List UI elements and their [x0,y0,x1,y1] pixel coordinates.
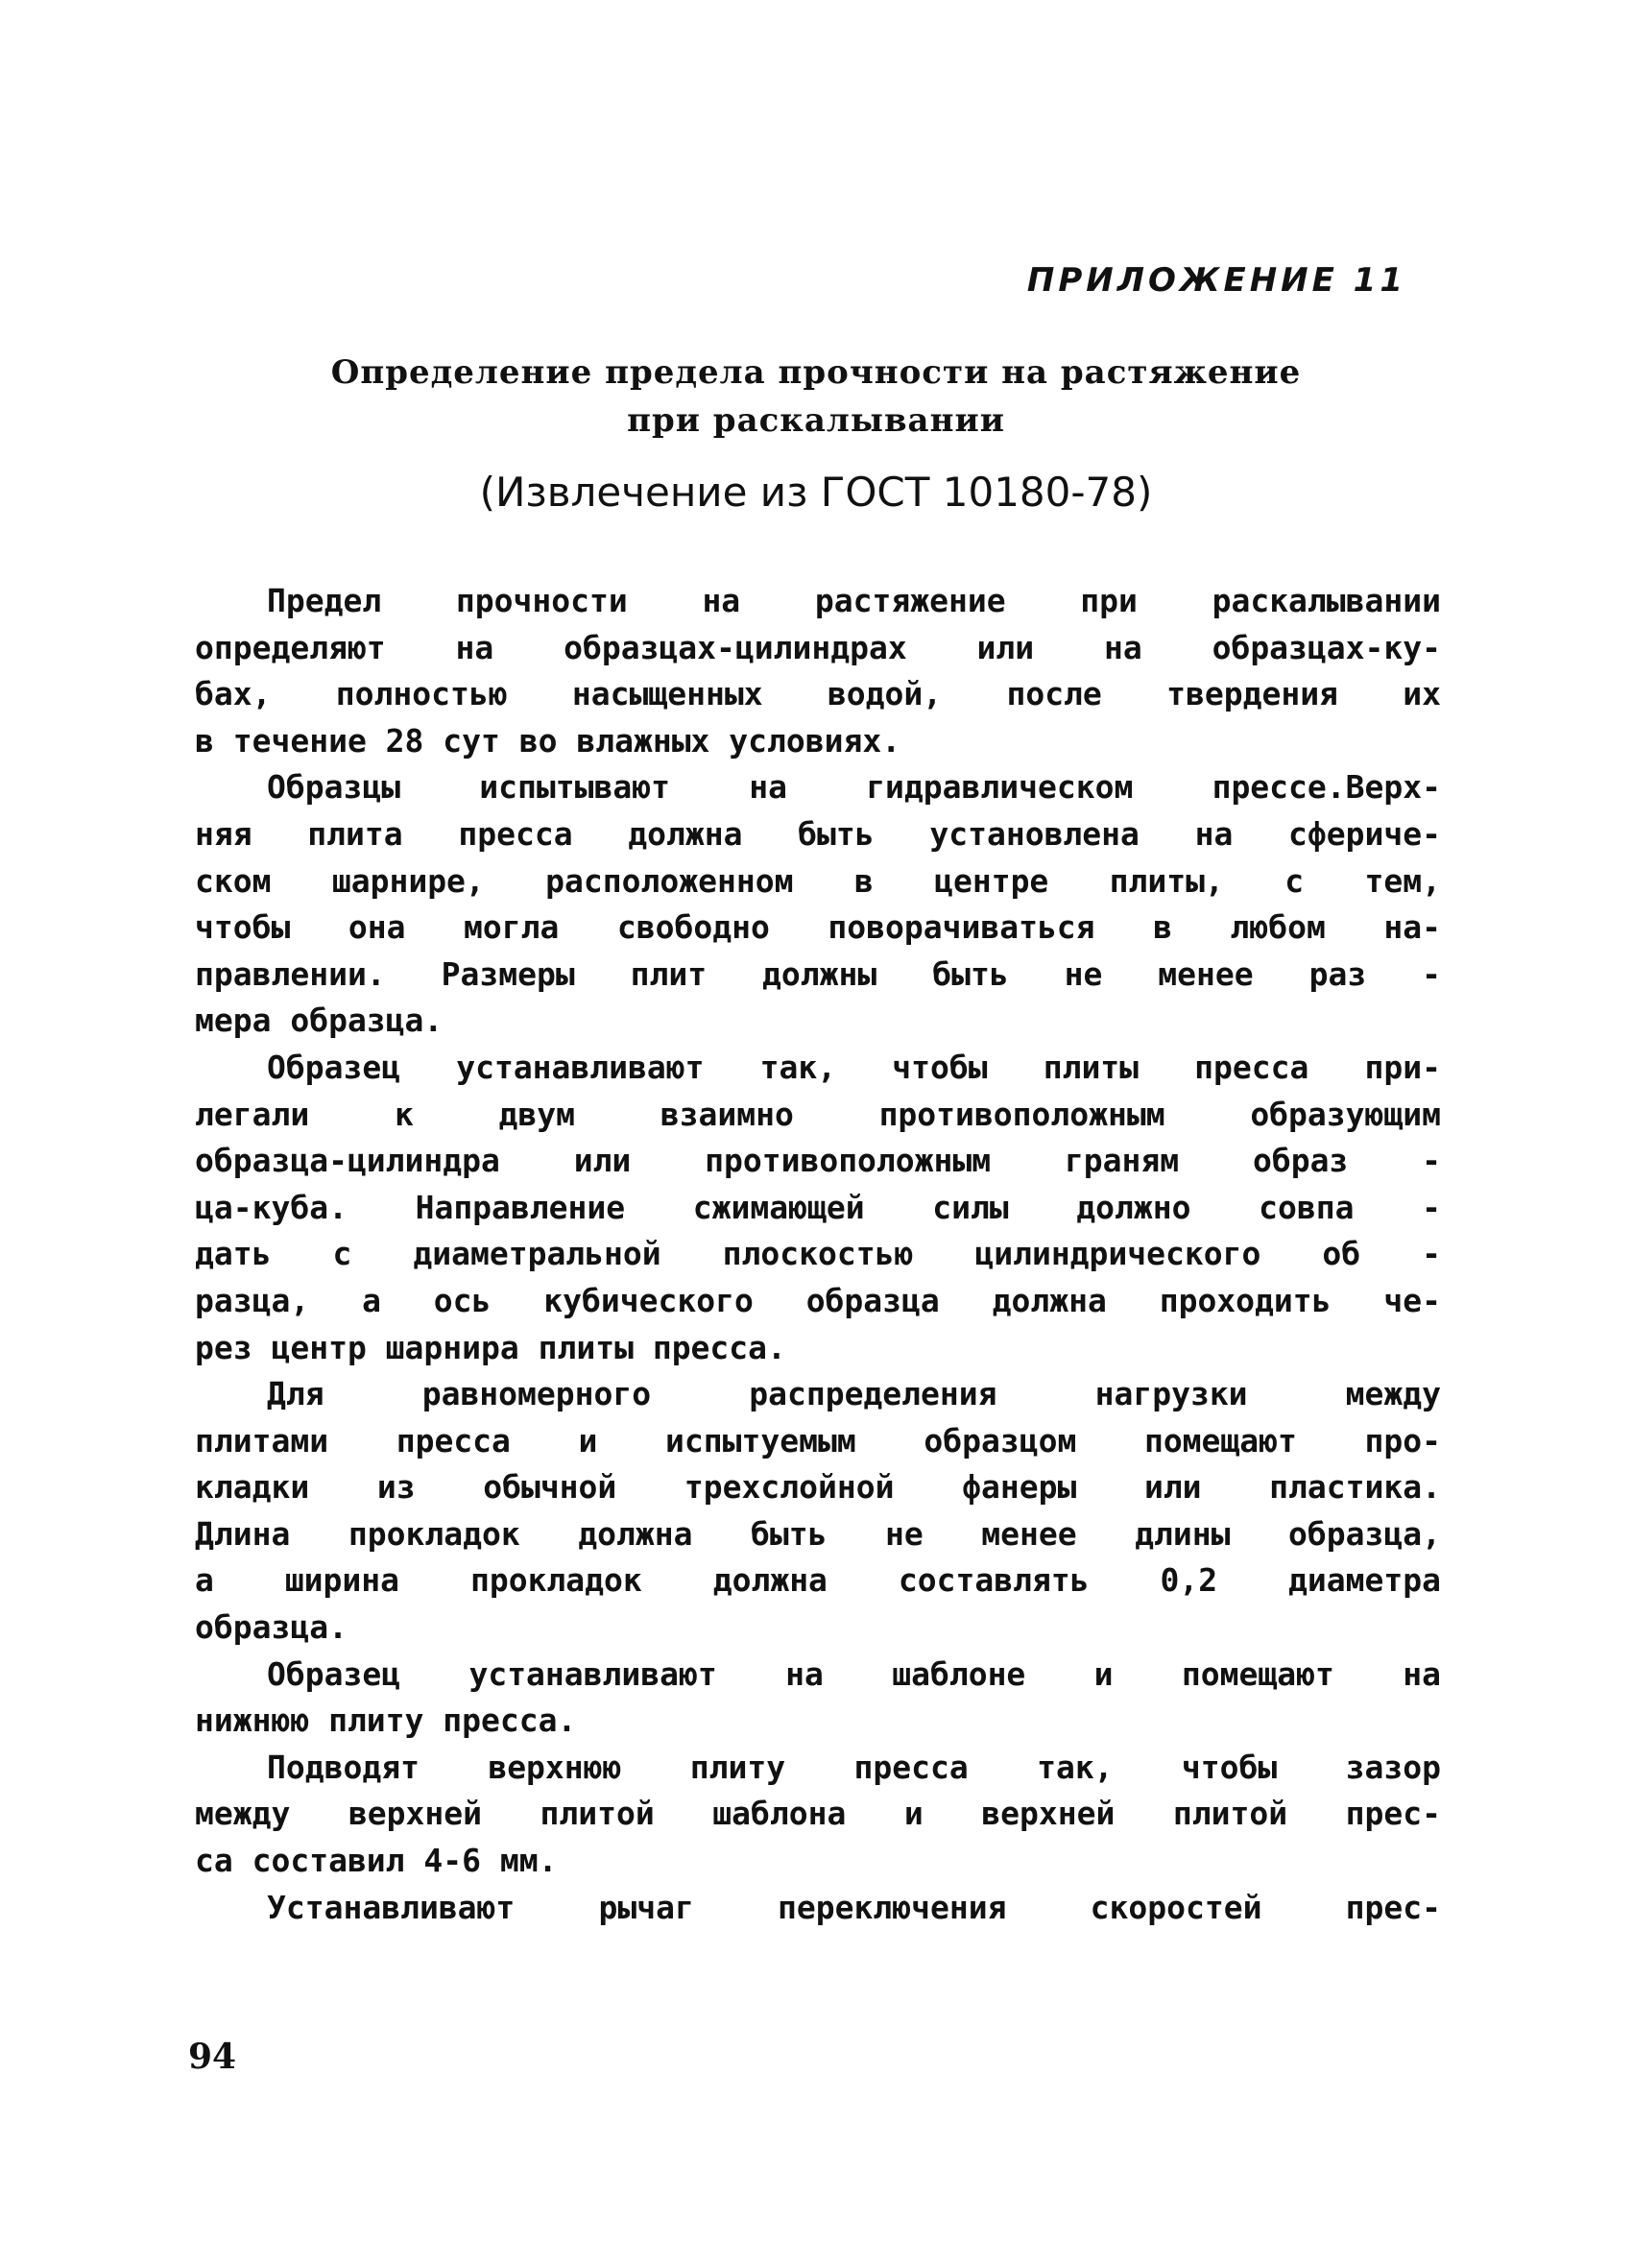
text-line: Устанавливают рычаг переключения скоростей прес- [267,1888,1441,1926]
text-line: бах, полностью насыщенных водой, после твердения их [195,675,1441,713]
text-line: правлении. Размеры плит должны быть не менее раз - [195,954,1441,993]
text-line: а ширина прокладок должна составлять 0,2 диаметра [195,1561,1441,1600]
text-line: кладки из обычной трехслойной фанеры или пластика. [195,1468,1441,1507]
text-line: Образцы испытывают на гидравлическом прессе.Верх- [267,768,1441,807]
text-line: Подводят верхнюю плиту пресса так, чтобы зазор [267,1748,1441,1786]
text-line: чтобы она могла свободно поворачиваться в любом на- [195,908,1441,947]
appendix-label: ПРИЛОЖЕНИЕ 11 [1026,261,1406,300]
text-line: образца-цилиндра или противоположным граням образ - [195,1142,1441,1180]
page-number: 94 [188,2037,237,2077]
text-line: определяют на образцах-цилиндрах или на образцах-ку- [195,628,1441,666]
source-reference: (Извлечение из ГОСТ 10180-78) [479,469,1153,516]
text-line: са составил 4-6 мм. [195,1842,558,1880]
text-line: ском шарнире, расположенном в центре плиты, с тем, [195,861,1441,900]
text-line: Образец устанавливают так, чтобы плиты пресса при- [267,1048,1441,1086]
text-line: ца-куба. Направление сжимающей силы должно совпа - [195,1188,1441,1226]
section-title-line-1: Определение предела прочности на растяжение [330,353,1302,392]
body-text [195,578,1441,1931]
text-line: мера образца. [195,1001,444,1040]
text-line: рез центр шарнира плиты пресса. [195,1328,786,1366]
text-line: в течение 28 сут во влажных условиях. [195,721,901,760]
text-line: Предел прочности на растяжение при раскалывании [267,582,1441,619]
text-line: дать с диаметральной плоскостью цилиндрического об - [195,1235,1441,1273]
text-line: легали к двум взаимно противоположным образующим [195,1095,1441,1133]
text-line: Для равномерного распределения нагрузки между [267,1375,1441,1413]
text-line: образца. [195,1608,348,1647]
text-line: Образец устанавливают на шаблоне и помещают на [267,1654,1441,1693]
text-line: няя плита пресса должна быть установлена на сфериче- [195,814,1441,853]
text-line: между верхней плитой шаблона и верхней плитой прес- [195,1795,1441,1833]
text-line: плитами пресса и испытуемым образцом помещают про- [195,1421,1441,1460]
text-line: разца, а ось кубического образца должна проходить че- [195,1281,1441,1319]
text-line: Длина прокладок должна быть не менее длины образца, [195,1514,1441,1553]
section-title-line-2: при раскалывании [627,401,1005,440]
text-line: нижнюю плиту пресса. [195,1701,577,1740]
